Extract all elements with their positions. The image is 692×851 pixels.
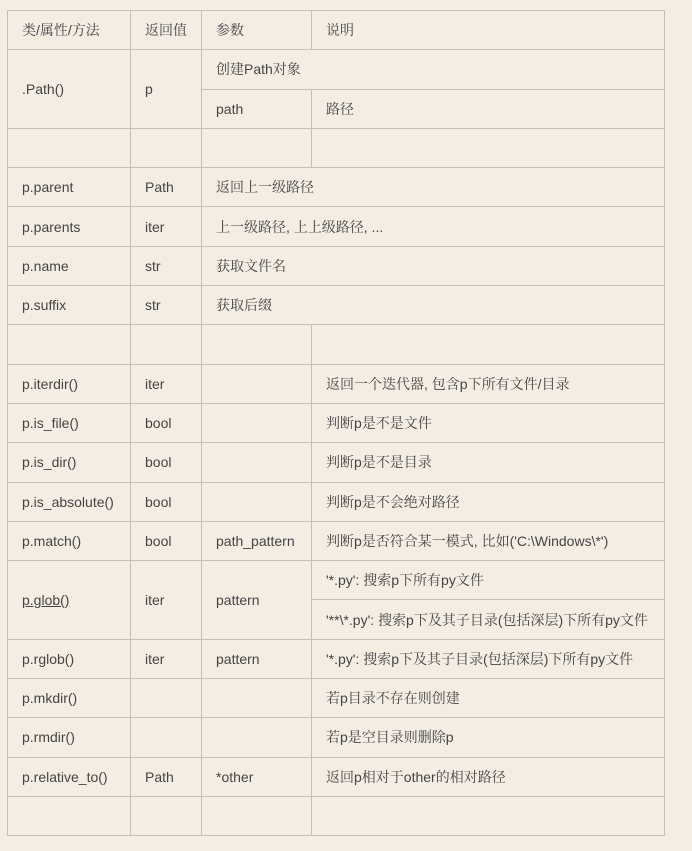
cell-name: p.rglob() xyxy=(8,639,131,678)
cell-empty xyxy=(8,128,131,167)
table-row-path-ctor xyxy=(8,50,665,89)
cell-param: *other xyxy=(202,757,312,796)
table-row-parent xyxy=(8,168,665,207)
cell-description: 上一级路径, 上上级路径, ... xyxy=(202,207,665,246)
cell-returns: bool xyxy=(131,443,202,482)
cell-param xyxy=(202,364,312,403)
pathlib-api-table xyxy=(7,10,665,836)
cell-description: '**\*.py': 搜索p下及其子目录(包括深层)下所有py文件 xyxy=(312,600,665,639)
cell-description: 获取后缀 xyxy=(202,286,665,325)
table-row-empty xyxy=(8,128,665,167)
cell-returns: iter xyxy=(131,364,202,403)
cell-returns: str xyxy=(131,286,202,325)
cell-name: p.mkdir() xyxy=(8,679,131,718)
cell-returns: str xyxy=(131,246,202,285)
cell-description: 获取文件名 xyxy=(202,246,665,285)
cell-param xyxy=(202,679,312,718)
cell-description: 返回一个迭代器, 包含p下所有文件/目录 xyxy=(312,364,665,403)
table-row-parents xyxy=(8,207,665,246)
cell-empty xyxy=(131,325,202,364)
cell-param: pattern xyxy=(202,639,312,678)
header-row xyxy=(8,11,665,50)
table-row-rmdir xyxy=(8,718,665,757)
cell-param: path_pattern xyxy=(202,521,312,560)
table-row-name xyxy=(8,246,665,285)
cell-param xyxy=(202,443,312,482)
header-returns: 返回值 xyxy=(131,11,202,50)
table-row-is-absolute xyxy=(8,482,665,521)
cell-returns: p xyxy=(131,50,202,129)
cell-name: p.parents xyxy=(8,207,131,246)
cell-param xyxy=(202,403,312,442)
cell-returns: bool xyxy=(131,482,202,521)
cell-param: pattern xyxy=(202,561,312,640)
cell-returns: iter xyxy=(131,561,202,640)
cell-name: p.name xyxy=(8,246,131,285)
table-row-suffix xyxy=(8,286,665,325)
table-row-iterdir xyxy=(8,364,665,403)
cell-returns: bool xyxy=(131,403,202,442)
cell-returns: bool xyxy=(131,521,202,560)
cell-name: p.iterdir() xyxy=(8,364,131,403)
cell-name: p.is_file() xyxy=(8,403,131,442)
glob-link[interactable]: p.glob() xyxy=(22,591,70,608)
cell-name: p.is_absolute() xyxy=(8,482,131,521)
cell-empty xyxy=(202,128,312,167)
cell-description: 判断p是不会绝对路径 xyxy=(312,482,665,521)
cell-description-span: 创建Path对象 xyxy=(202,50,665,89)
cell-empty xyxy=(8,325,131,364)
cell-returns: Path xyxy=(131,757,202,796)
cell-empty xyxy=(202,796,312,835)
cell-empty xyxy=(312,128,665,167)
cell-name: p.parent xyxy=(8,168,131,207)
cell-name: p.match() xyxy=(8,521,131,560)
cell-description: '*.py': 搜索p下及其子目录(包括深层)下所有py文件 xyxy=(312,639,665,678)
table-row-match xyxy=(8,521,665,560)
cell-empty xyxy=(312,796,665,835)
cell-returns: iter xyxy=(131,639,202,678)
table-row-mkdir xyxy=(8,679,665,718)
cell-empty xyxy=(312,325,665,364)
cell-param: path xyxy=(202,89,312,128)
table-row-glob xyxy=(8,561,665,600)
cell-returns: iter xyxy=(131,207,202,246)
cell-description: '*.py': 搜索p下所有py文件 xyxy=(312,561,665,600)
cell-returns xyxy=(131,679,202,718)
cell-empty xyxy=(131,796,202,835)
cell-param xyxy=(202,718,312,757)
cell-name: .Path() xyxy=(8,50,131,129)
cell-description: 若p目录不存在则创建 xyxy=(312,679,665,718)
header-name: 类/属性/方法 xyxy=(8,11,131,50)
cell-empty xyxy=(202,325,312,364)
table-row-relative-to xyxy=(8,757,665,796)
cell-name: p.suffix xyxy=(8,286,131,325)
cell-description: 路径 xyxy=(312,89,665,128)
table-row-empty xyxy=(8,796,665,835)
cell-returns xyxy=(131,718,202,757)
cell-param xyxy=(202,482,312,521)
cell-name: p.is_dir() xyxy=(8,443,131,482)
table-row-is-dir xyxy=(8,443,665,482)
header-params: 参数 xyxy=(202,11,312,50)
cell-returns: Path xyxy=(131,168,202,207)
table-row-empty xyxy=(8,325,665,364)
cell-empty xyxy=(131,128,202,167)
table-row-is-file xyxy=(8,403,665,442)
header-description: 说明 xyxy=(312,11,665,50)
table-row-rglob xyxy=(8,639,665,678)
cell-description: 返回上一级路径 xyxy=(202,168,665,207)
cell-description: 判断p是不是文件 xyxy=(312,403,665,442)
cell-name: p.rmdir() xyxy=(8,718,131,757)
cell-name xyxy=(8,561,131,640)
cell-name: p.relative_to() xyxy=(8,757,131,796)
cell-empty xyxy=(8,796,131,835)
cell-description: 判断p是不是目录 xyxy=(312,443,665,482)
cell-description: 若p是空目录则删除p xyxy=(312,718,665,757)
cell-description: 判断p是否符合某一模式, 比如('C:\Windows\*') xyxy=(312,521,665,560)
cell-description: 返回p相对于other的相对路径 xyxy=(312,757,665,796)
